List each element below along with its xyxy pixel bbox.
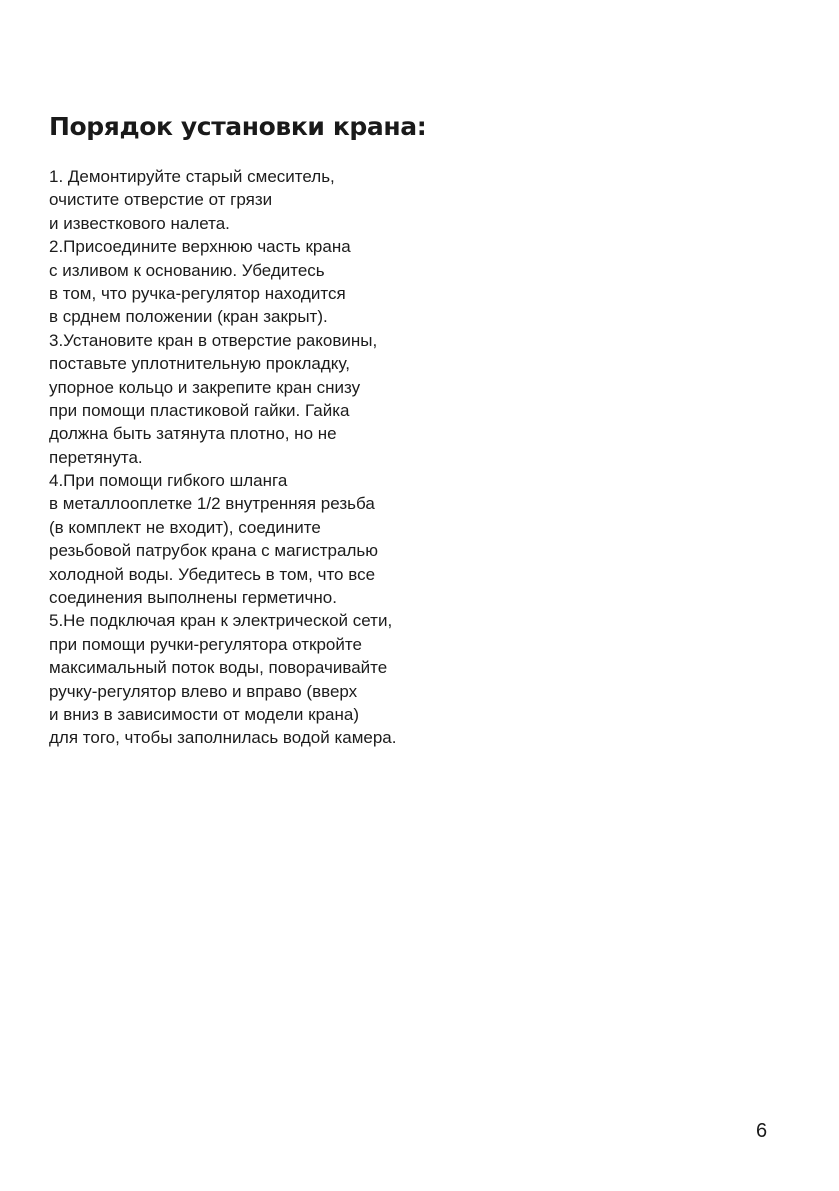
text-line: перетянута. [49, 447, 143, 467]
text-line: 3.Установите кран в отверстие раковины, [49, 330, 378, 350]
text-line: и вниз в зависимости от модели крана) [49, 704, 359, 724]
instructions-text [49, 165, 469, 750]
text-line: 1. Демонтируйте старый смеситель, [49, 167, 335, 186]
text-line: 5.Не подключая кран к электрической сети, [49, 611, 393, 631]
text-line: с изливом к основанию. Убедитесь [49, 260, 325, 280]
text-line: и известкового налета. [49, 213, 230, 233]
text-line: (в комплект не входит), соедините [49, 517, 321, 537]
text-line: ручку-регулятор влево и вправо (вверх [49, 681, 358, 701]
text-line: холодной воды. Убедитесь в том, что все [49, 564, 376, 584]
text-line: для того, чтобы заполнилась водой камера. [49, 728, 397, 748]
text-line: 4.При помощи гибкого шланга [49, 471, 288, 491]
page-title: Порядок установки крана: [49, 112, 427, 141]
text-line: при помощи пластиковой гайки. Гайка [49, 400, 350, 420]
text-line: 2.Присоедините верхнюю часть крана [49, 237, 351, 257]
text-line: поставьте уплотнительную прокладку, [49, 354, 350, 374]
text-line: резьбовой патрубок крана с магистралью [49, 541, 378, 561]
text-line: в том, что ручка-регулятор находится [49, 283, 346, 303]
text-line: максимальный поток воды, поворачивайте [49, 658, 388, 678]
text-line: должна быть затянута плотно, но не [49, 424, 337, 444]
text-line: очистите отверстие от грязи [49, 190, 273, 210]
text-line: в срднем положении (кран закрыт). [49, 307, 328, 327]
text-line: соединения выполнены герметично. [49, 588, 337, 608]
text-line: при помощи ручки-регулятора откройте [49, 634, 362, 654]
text-line: упорное кольцо и закрепите кран снизу [49, 377, 361, 397]
page-number: 6 [756, 1120, 768, 1142]
text-line: в металлооплетке 1/2 внутренняя резьба [49, 494, 375, 514]
